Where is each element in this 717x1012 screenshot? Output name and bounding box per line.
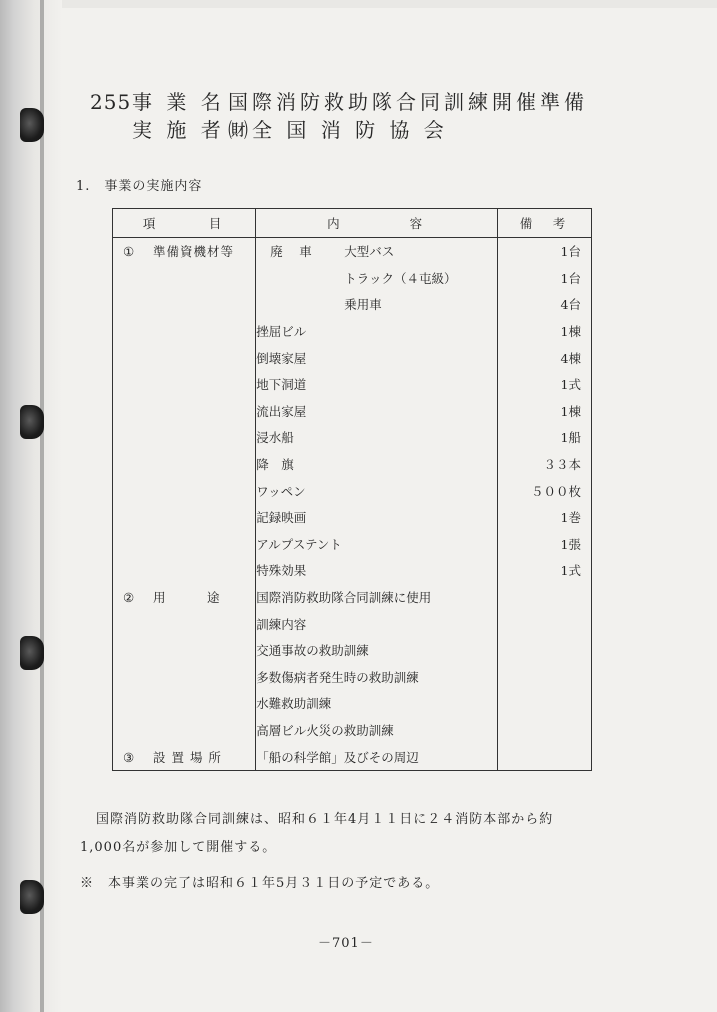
- table-row: [113, 531, 592, 558]
- usage-text: 国際消防救助隊合同訓練に使用: [256, 584, 498, 611]
- summary-line-2: 1,000名が参加して開催する。: [80, 840, 277, 855]
- table-header-row: [113, 209, 592, 238]
- table-row: [113, 637, 592, 664]
- material-name: 地下洞道: [256, 371, 498, 398]
- table-row: [113, 318, 592, 345]
- qty-cell: 1棟: [497, 398, 591, 425]
- completion-note: ※ 本事業の完了は昭和６１年5月３１日の予定である。: [80, 876, 440, 891]
- table-row: [113, 371, 592, 398]
- content-cell: トラック（４屯級）: [256, 265, 498, 292]
- table-row: [113, 610, 592, 637]
- item1-cell: ① 準備資機材等: [113, 238, 256, 265]
- implementer-label: 実 施 者: [132, 118, 225, 142]
- material-name: 挫屈ビル: [256, 318, 498, 345]
- qty-cell: 1台: [497, 265, 591, 292]
- entry-number: 255: [90, 90, 132, 114]
- qty-cell: 4棟: [497, 344, 591, 371]
- table-row: [113, 664, 592, 691]
- material-name: 降 旗: [256, 451, 498, 478]
- implementer-header: [132, 114, 448, 143]
- table-row: [113, 717, 592, 744]
- qty-cell: ３３本: [497, 451, 591, 478]
- table-row: [113, 424, 592, 451]
- training-label: 訓練内容: [256, 610, 498, 637]
- location-text: 「船の科学館」及びその周辺: [256, 743, 498, 770]
- project-name: 国際消防救助隊合同訓練開催準備: [228, 90, 588, 114]
- binder-ring-2: [20, 405, 44, 439]
- qty-cell: 1船: [497, 424, 591, 451]
- table-row: [113, 238, 592, 265]
- material-name: ワッペン: [256, 477, 498, 504]
- item2-cell: ② 用 途: [113, 584, 256, 611]
- qty-cell: 1巻: [497, 504, 591, 531]
- qty-cell: 1式: [497, 371, 591, 398]
- item3-cell: ③ 設 置 場 所: [113, 743, 256, 770]
- qty-cell: 1式: [497, 557, 591, 584]
- project-header: [90, 86, 588, 115]
- binding-shadow: [0, 0, 62, 1012]
- binder-ring-4: [20, 880, 44, 914]
- content-cell: 乗用車: [256, 291, 498, 318]
- table-row: [113, 451, 592, 478]
- table-row: [113, 265, 592, 292]
- top-strip: [62, 0, 717, 8]
- header-content: 内 容: [256, 209, 498, 238]
- qty-cell: ５００枚: [497, 477, 591, 504]
- header-remarks: 備 考: [497, 209, 591, 238]
- binder-ring-3: [20, 636, 44, 670]
- material-name: 倒壊家屋: [256, 344, 498, 371]
- material-name: 浸水船: [256, 424, 498, 451]
- material-name: 記録映画: [256, 504, 498, 531]
- training-item: 水難救助訓練: [256, 690, 498, 717]
- page-number: －701－: [318, 936, 374, 951]
- binding-edge: [40, 0, 44, 1012]
- table-row: [113, 398, 592, 425]
- table-row: [113, 584, 592, 611]
- table-row: [113, 291, 592, 318]
- table-row: [113, 344, 592, 371]
- material-name: 特殊効果: [256, 557, 498, 584]
- project-label: 事 業 名: [132, 90, 225, 114]
- implementer-name: ㈶全 国 消 防 協 会: [228, 118, 448, 142]
- section-heading: 1. 事業の実施内容: [76, 179, 203, 194]
- material-name: 流出家屋: [256, 398, 498, 425]
- binder-ring-1: [20, 108, 44, 142]
- qty-cell: 1棟: [497, 318, 591, 345]
- table-row: [113, 477, 592, 504]
- qty-cell: 1張: [497, 531, 591, 558]
- training-item: 交通事故の救助訓練: [256, 637, 498, 664]
- header-item: 項 目: [113, 209, 256, 238]
- table-row: [113, 557, 592, 584]
- table-row: [113, 504, 592, 531]
- table-row: [113, 743, 592, 770]
- training-item: 多数傷病者発生時の救助訓練: [256, 664, 498, 691]
- table-row: [113, 690, 592, 717]
- vehicles-label: 廃 車: [270, 244, 314, 260]
- qty-cell: 4台: [497, 291, 591, 318]
- qty-cell: 1台: [497, 238, 591, 265]
- implementation-table: [112, 208, 592, 771]
- content-cell: 廃 車 大型バス: [256, 238, 498, 265]
- training-item: 高層ビル火災の救助訓練: [256, 717, 498, 744]
- summary-line-1: 国際消防救助隊合同訓練は、昭和６１年4月１１日に２４消防本部から約: [96, 812, 554, 827]
- material-name: アルプステント: [256, 531, 498, 558]
